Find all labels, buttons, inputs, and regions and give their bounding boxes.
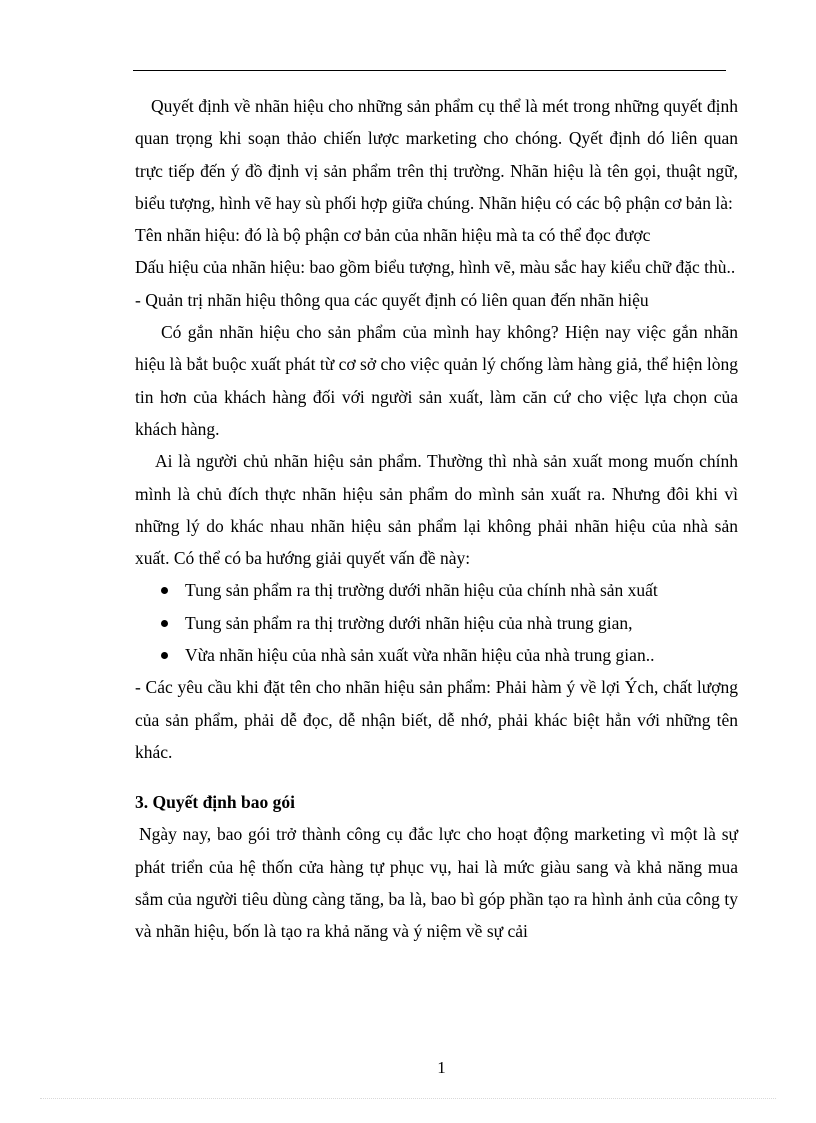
paragraph-brand-name: Tên nhãn hiệu: đó là bộ phận cơ bản của nhãn hiệu mà ta có thể đọc được xyxy=(135,225,651,246)
paragraph-naming-requirements: - Các yêu cầu khi đặt tên cho nhãn hiệu sản phẩm: Phải hàm ý về lợi Ých, chất lượng của sản phẩm, phải dễ đọc, dễ nhận biết, dễ nhớ, phải khác biệt hẳn với những tên khác. xyxy=(135,677,738,762)
paragraph-brand-attach: Có gắn nhãn hiệu cho sản phẩm của mình hay không? Hiện nay việc gắn nhãn hiệu là bắt buộc xuất phát từ cơ sở cho việc quản lý chống làm hàng giả, thể hiện lòng tin hơn của khách hàng đối với người sản xuất, làm căn cứ cho việc lựa chọn của khách hàng. xyxy=(135,322,738,439)
document-body xyxy=(135,90,738,947)
paragraph-brand-decision: Quyết định về nhãn hiệu cho những sản phẩm cụ thể là mét trong những quyết định quan trọng khi soạn thảo chiến lược marketing cho chóng. Qyết định dó liên quan trực tiếp đến ý đồ định vị sản phẩm trên thị trường. Nhãn hiệu là tên gọi, thuật ngữ, biểu tượng, hình vẽ hay sù phối hợp giữa chúng. Nhãn hiệu có các bộ phận cơ bản là: xyxy=(135,96,738,213)
paragraph-brand-management: - Quản trị nhãn hiệu thông qua các quyết định có liên quan đến nhãn hiệu xyxy=(135,289,649,310)
bullet-icon xyxy=(161,587,168,594)
paragraph-packaging: Ngày nay, bao gói trở thành công cụ đắc lực cho hoạt động marketing vì một là sự phát triển của hệ thốn cửa hàng tự phục vụ, hai là mức giàu sang và khả năng mua sắm của người tiêu dùng càng tăng, ba là, bao bì góp phần tạo ra hình ảnh của công ty và nhãn hiệu, bốn là tạo ra khả năng và ý niệm về sự cải xyxy=(135,824,738,942)
page-bottom-border xyxy=(40,1098,776,1099)
list-item xyxy=(135,574,738,606)
bullet-list xyxy=(135,574,738,671)
bullet-icon xyxy=(161,620,168,627)
paragraph-brand-mark: Dấu hiệu của nhãn hiệu: bao gồm biểu tượng, hình vẽ, màu sắc hay kiểu chữ đặc thù.. xyxy=(135,257,736,278)
section-heading: 3. Quyết định bao gói xyxy=(135,792,295,813)
list-item-text: Tung sản phẩm ra thị trường dưới nhãn hiệu của nhà trung gian, xyxy=(185,612,633,633)
list-item xyxy=(135,639,738,671)
list-item xyxy=(135,607,738,639)
page-number: 1 xyxy=(437,1058,446,1077)
paragraph-brand-owner: Ai là người chủ nhãn hiệu sản phẩm. Thường thì nhà sản xuất mong muốn chính mình là chủ đích thực nhãn hiệu sản phẩm do mình sản xuất ra. Nhưng đôi khi vì những lý do khác nhau nhãn hiệu sản phẩm lại không phải nhãn hiệu của nhà sản xuất. Có thể có ba hướng giải quyết vấn đề này: xyxy=(135,451,738,569)
list-item-text: Tung sản phẩm ra thị trường dưới nhãn hiệu của chính nhà sản xuất xyxy=(185,580,658,601)
list-item-text: Vừa nhãn hiệu của nhà sản xuất vừa nhãn hiệu của nhà trung gian.. xyxy=(185,645,655,666)
header-rule xyxy=(133,70,726,71)
bullet-icon xyxy=(161,652,168,659)
